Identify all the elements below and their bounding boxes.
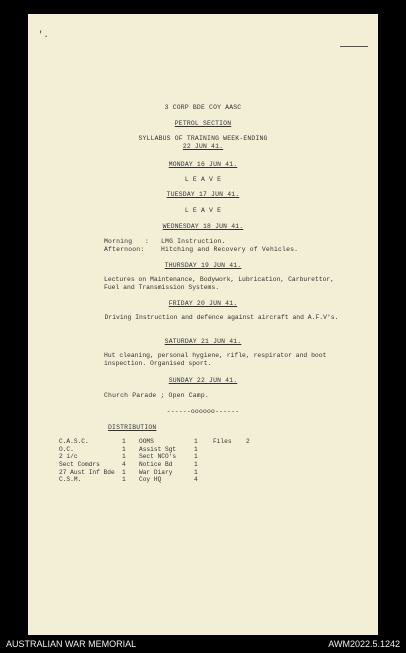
table-cell	[213, 461, 246, 469]
table-cell: Notice Bd	[139, 461, 173, 469]
table-cell: Sect NCO's	[139, 453, 177, 461]
table-cell: C.S.M.	[59, 476, 82, 484]
table-row	[59, 461, 259, 469]
table-cell: 2 i/c	[59, 453, 78, 461]
table-cell: OOMS	[139, 438, 154, 446]
day-tuesday: TUESDAY 17 JUN 41.	[166, 191, 240, 198]
table-cell: Assist Sgt	[139, 445, 177, 453]
unit-heading: 3 CORP BDE COY AASC	[164, 104, 242, 111]
day-friday: FRIDAY 20 JUN 41.	[168, 300, 238, 307]
distribution-table	[59, 438, 259, 484]
table-cell: 1	[122, 468, 126, 476]
table-cell: 1	[194, 445, 198, 453]
table-row	[59, 468, 259, 476]
table-cell: C.A.S.C.	[59, 438, 89, 446]
table-cell: 1	[122, 476, 126, 484]
table-cell: 1	[194, 468, 198, 476]
thursday-text: Lectures on Maintenance, Bodywork, Lubrication, Carburettor, Fuel and Transmission Systems.	[104, 276, 335, 291]
monday-text: L E A V E	[184, 176, 222, 183]
table-cell: 1	[194, 438, 198, 446]
table-cell	[213, 476, 246, 484]
table-cell: 1	[122, 453, 126, 461]
tuesday-text: L E A V E	[184, 207, 222, 214]
table-cell: 1	[194, 453, 198, 461]
friday-text: Driving Instruction and defence against aircraft and A.F.V's.	[104, 314, 339, 321]
table-cell: 4	[122, 461, 126, 469]
table-cell	[246, 453, 259, 461]
table-cell: 1	[122, 445, 126, 453]
document-page	[28, 14, 378, 635]
day-monday: MONDAY 16 JUN 41.	[168, 161, 238, 168]
table-cell: 27 Aust Inf Bde	[59, 468, 115, 476]
day-thursday: THURSDAY 19 JUN 41.	[164, 262, 242, 269]
footer-bar	[0, 635, 406, 653]
table-cell: War Diary	[139, 468, 173, 476]
saturday-text: Hut cleaning, personal hygiene, rifle, respirator and boot inspection. Organised sport.	[104, 352, 327, 367]
table-cell	[246, 476, 259, 484]
table-row	[59, 438, 259, 446]
corner-mark: '.	[38, 30, 49, 40]
separator: ------oooooo------	[166, 408, 240, 415]
afternoon-text: Hitching and Recovery of Vehicles.	[161, 246, 299, 253]
table-cell	[213, 468, 246, 476]
syllabus-date: 22 JUN 41.	[182, 143, 224, 150]
table-cell: Files	[213, 438, 232, 446]
morning-label: Morning	[104, 238, 133, 245]
day-sunday: SUNDAY 22 JUN 41.	[168, 377, 238, 384]
morning-text: LMG Instruction.	[161, 238, 226, 245]
table-cell: Sect Comdrs	[59, 461, 100, 469]
table-cell	[213, 446, 246, 454]
table-cell: 1	[194, 461, 198, 469]
section-heading: PETROL SECTION	[174, 120, 232, 127]
distribution-heading: DISTRIBUTION	[108, 424, 157, 431]
table-cell	[213, 453, 246, 461]
table-cell: 4	[194, 476, 198, 484]
footer-credit: AUSTRALIAN WAR MEMORIAL	[6, 639, 137, 649]
morning-colon: :	[145, 238, 150, 245]
table-cell	[246, 461, 259, 469]
afternoon-label: Afternoon:	[104, 246, 145, 253]
table-cell	[246, 446, 259, 454]
sunday-text: Church Parade ; Open Camp.	[104, 392, 209, 399]
top-right-rule	[340, 46, 368, 47]
table-cell: 1	[122, 438, 126, 446]
table-cell: Coy HQ	[139, 476, 162, 484]
footer-accession: AWM2022.5.1242	[328, 639, 400, 649]
table-row	[59, 446, 259, 454]
day-wednesday: WEDNESDAY 18 JUN 41.	[162, 223, 244, 230]
table-row	[59, 476, 259, 484]
table-cell: 2	[246, 438, 250, 446]
day-saturday: SATURDAY 21 JUN 41.	[164, 338, 242, 345]
table-row	[59, 453, 259, 461]
syllabus-heading: SYLLABUS OF TRAINING WEEK-ENDING	[138, 135, 268, 142]
table-cell: O.C.	[59, 445, 74, 453]
table-cell	[246, 468, 259, 476]
